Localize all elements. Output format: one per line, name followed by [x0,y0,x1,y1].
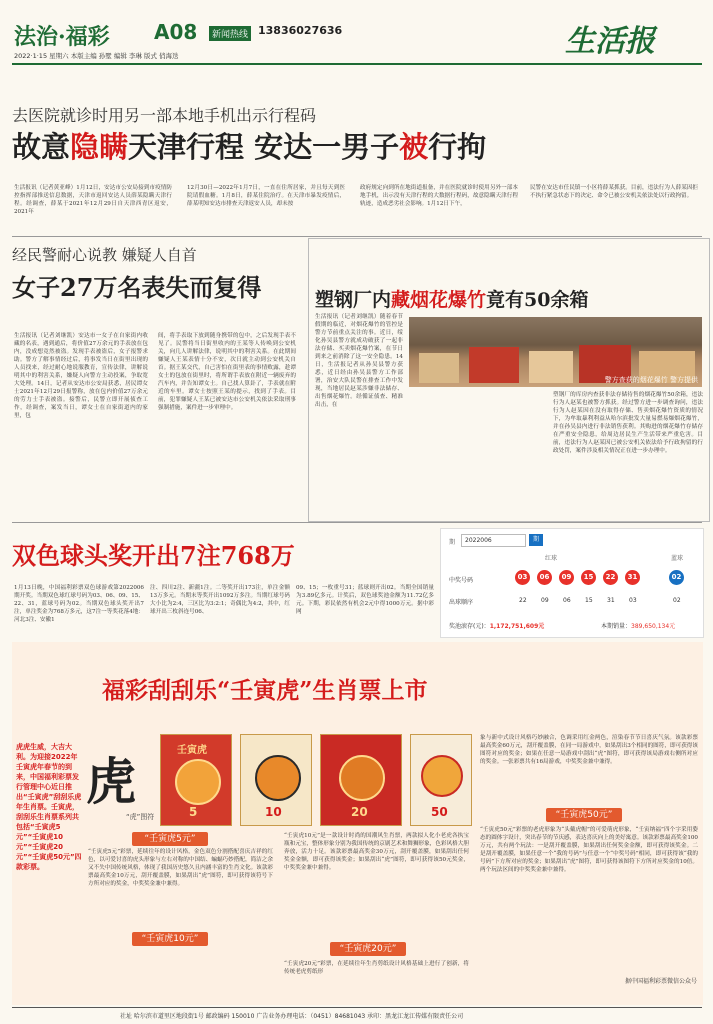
date-line: 2022·1·15 星期六 本版主编 孙墅 编辑 李琳 版式 俏海迭 [14,52,179,60]
newspaper-logo: 生活报 [565,24,655,59]
story2-column-2: 间，将手表取下放到随身携带的包中，之后发现手表不见了。民警将当日街里收内的王某等人传唤到公安机关，向几人讲解法律，说明其中的利害关系。在此期间嫌疑人王某表情十分不安，次日就主动到公安机关自首。据王某交代，自己害怕在街里表的事情败露，趁谭女士的包放在街里时，将所谓手表放在附近一辆废弃的汽车内，并告知谭女士。自己找人算卦了，手表就在附近的车里。谭女士按照王某的提示，找到了手表。目前，犯罪嫌疑人王某已被安达市公安机关依法采取刑事强制措施，案件进一步审理中。 [158,333,296,411]
footer-text: 社址 哈尔滨市道里区地段街1号 邮政编码 150010 广告业务办理电话：（0451）84681043 承印：黑龙江龙江传媒有限责任公司 [120,1013,464,1020]
red-ball-label: 红球 [545,555,558,562]
ticket-5yuan [160,734,232,826]
story-tianjin [0,80,713,235]
tag-5yuan: “壬寅虎5元” [132,832,208,846]
tiger-face-icon [255,755,301,801]
divider-1 [12,236,702,237]
red-ball-2: 06 [537,570,552,585]
order-num-7: 02 [673,597,681,604]
red-ball-6: 31 [625,570,640,585]
sales-row: 本期销量：389,650,134元 [601,623,676,630]
story-lottery [0,524,713,639]
tiger-text-20b: 象与新中式设计风格巧妙融合，色调采用红金两色，渲染春节节日喜庆气氛。该款彩票最高奖金60万元，刮开覆盖膜，在同一局游戏中，如果刮出3个相同的图符，即可获得该图符对应的奖金；如果在任意一局游戏中刮出“虎”图符，即可获得该局游戏右侧所对应的奖金。一张彩票共有16局游戏，中奖奖金兼中兼得。 [480,735,698,765]
page-number: A08 [154,20,198,44]
tiger-face-icon [339,755,385,801]
story3-column-1: 生活报讯（记者刘继凯）随着春节假期的临近，对烟花爆竹的管控是警方节前重点关注的事。近日，绥化孙吴县警方就成功破获了一起非法存储、买卖烟花爆竹案，在节日到来之前消除了这一安全隐患。14日，生活报记者从孙吴县警方获悉，近日经由孙吴县警方工作部署，治安大队民警在排查工作中发现，当地居民赵某涉嫌非法储存、出售烟花爆竹。经循证侦查、精准出击，在 [315,314,403,408]
red-ball-4: 15 [581,570,596,585]
tiger-headline: 福彩刮刮乐“壬寅虎”生肖票上市 [102,677,428,704]
pool-row: 奖池滚存(元)：1,172,751,609元 [449,623,545,630]
blue-ball: 02 [669,570,684,585]
lottery-column-3: 09、15；一枚重号31；蓝球则开出02。当期全国销量为3.89亿多元。计奖后，双色球奖池金额为11.72亿多元。下期，彩民依然有机会2元中得1000万元。据中彩网 [296,585,434,615]
order-num-2: 09 [541,597,549,604]
tag-50yuan: “壬寅虎50元” [546,808,622,822]
story2-kicker: 经民警耐心说教 嫌疑人自首 [12,246,197,264]
story1-column-2: 12月30日—2022年1月7日，一直在住所居家，并且每天到医院请假血糖。1月8日，薛某住院治疗。在天津市暴发疫情后，薛某明知安达市排查天津返安人员，却未按 [187,185,345,207]
story1-column-3: 政府规定向到所在地街道报备，并在医院就诊时使用另外一部本地手机，出示没有天津行程的大数据行程码，故意隐瞒天津行程轨迹，造成恶劣社会影响。1月12日下午， [360,185,518,207]
story1-kicker: 去医院就诊时用另一部本地手机出示行程码 [12,106,317,125]
ticket10-amount: 10 [265,805,282,819]
story-fireworks [308,238,710,522]
tiger-face-icon [175,759,221,805]
hotline-label: 新闻热线 [209,26,251,41]
footer-divider [12,1007,702,1008]
draw-label: 期 [449,539,456,546]
divider-2 [12,522,702,523]
story3-column-1b [409,391,547,518]
blue-ball-label: 蓝球 [671,555,684,562]
tag-10yuan: “壬寅虎10元” [132,932,208,946]
photo-caption: 警方查获的烟花爆竹 警方提供 [604,376,698,384]
lottery-result-panel [440,528,704,638]
order-num-1: 22 [519,597,527,604]
tiger-text-5: “壬寅虎5元”彩票，延续往年的设计风格，金色双色分割搭配喜庆吉祥的红色，以可爱讨喜的虎头形象与左右对称的中国结、蝙蝠巧妙搭配，简洁之余又不失中国传统风格，体现了我国历史悠久且内涵丰富的生肖文化。该款彩票最高奖金10万元，刮开覆盖膜，如果刮出“虎”图符，即可获得该符号下方所对应的奖金，中奖奖金兼中兼得。 [88,849,273,887]
tiger-text-10: “壬寅虎10元”是一款设计时尚的国潮风生肖票，两款拟人化小老虎各执宝瓶和元宝，整体形象分别为我国传统的京剧艺术和舞狮形象，色彩风格大胆奔放，活力十足。该款彩票最高奖金30万元，刮开覆盖膜，如果刮出任何奖金金额，即可获得该奖金；如果刮出“虎”图符，即可获得该50元奖金，中奖奖金兼中兼得。 [284,833,469,871]
ticket-50yuan [410,734,472,826]
ticket-10yuan [240,734,312,826]
red-ball-1: 03 [515,570,530,585]
lottery-column-1: 1月13日晚，中国福利彩票双色球游戏第2022006期开奖。当期双色球红球号码为03、06、09、15、22、31，蓝球号码为02。当期双色球头奖开出7注，单注奖金为768万多元，这7注一等奖花落4地：河北3注、安徽1 [14,585,144,623]
tiger-big-char-caption: “虎”图符 [126,813,155,821]
draw-button[interactable]: 期 [529,534,543,546]
order-num-4: 15 [585,597,593,604]
red-ball-3: 09 [559,570,574,585]
story-watch [0,238,305,520]
lottery-headline: 双色球头奖开出7注768万 [12,541,295,570]
story-tiger [12,642,703,1005]
tag-20yuan: “壬寅虎20元” [330,942,406,956]
ticket50-amount: 50 [431,805,448,819]
tiger-face-icon [421,755,463,797]
order-row-label: 出球顺序 [449,599,474,606]
fireworks-photo [409,317,702,387]
order-num-6: 03 [629,597,637,604]
order-num-5: 31 [607,597,615,604]
draw-select[interactable]: 2022006 [461,534,526,547]
story2-column-1: 生活报讯（记者刘继凯）安达市一女子在自家街内收藏的名表，遇到通后，将价值27万余元的手表放在包内，没成想竟然被盗。发现手表被盗后，女子报警求助。警方了解事情经过后，将事发当日在街里出现的人员找来，经过耐心地说服教育，宣传法律，讲解说明其中的利害关系，嫌疑人向警方主动投案，争取宽大处理。14日，记者从安达市公安局获悉，居民谭女士2021年12月29日报警称，放在包内价值27万余元的劳力士手表被盗。接警后，民警立即开展侦查工作，经调查，案发当日，谭女士在自家街道内的家里，包 [14,333,148,419]
story1-headline: 故意隐瞒天津行程 安达一男子被行拘 [12,130,487,164]
tiger-big-char: 虎 [86,752,136,811]
ticket20-amount: 20 [351,805,368,819]
story2-headline: 女子27万名表失而复得 [12,273,262,302]
tiger-sidebar: 虎虎生威，大吉大利。为迎接2022年壬寅虎年春节的到来，中国福利彩票发行管理中心近日推出“壬寅虎”刮刮乐虎年生肖票。壬寅虎，刮刮乐生肖票系列共包括“壬寅虎5元”“壬寅虎10元”“壬寅虎20元”“壬寅虎50元”四款彩票。 [16,743,82,871]
story3-column-2: 塑钢厂的库房内查获非法存储待售的烟花爆竹50余箱，违法行为人赵某也被警方抓获。经过警方进一步调查询问，违法行为人赵某因在没有取得存储、售卖烟花爆竹资质的情况下，为牟取暴利利益从哈尔滨批发大量易燃易爆烟花爆竹，并在孙吴县内进行非法销售获利。其购进的烟花爆竹存储存在严重安全隐患，给周边居民生产生活带来严重危害。目前，违法行为人赵某因已被公安机关依法给予行政拘留的行政处罚，案件涉及相关情况正在进一步办理中。 [553,392,703,454]
ticket5-amount: 5 [189,805,198,819]
winning-row-label: 中奖号码 [449,577,474,584]
tiger-source: 据中国福利彩票微信公众号 [624,978,697,985]
red-ball-5: 22 [603,570,618,585]
header-divider [12,63,702,65]
story1-column-4: 民警在安达市任民镇一小区将薛某抓获。目前，违法行为人薛某因拒不执行紧急状态下的决定、命令已被公安机关依法处以行政拘留。 [530,185,698,199]
story3-headline: 塑钢厂内藏烟花爆竹竟有50余箱 [315,289,589,311]
ticket-20yuan [320,734,402,826]
hotline-number: 13836027636 [258,24,343,37]
tiger-text-50: “壬寅虎50元”彩票的老虎形象为“头戴虎帽”的可爱萌虎形象，“壬寅纳福”四个字采用姿态的圆体字设计，突出春节的节庆感，表达喜庆向上的美好寓意。该款彩票最高奖金100万元，共有两个玩法：一是刮开覆盖膜，如果刮出任何奖金金额，即可获得该奖金。二是刮开覆盖膜，如果任意一个“我的号码”与任意一个“中奖号码”相同，即可获得该“我的号码”下方所对应的奖金；如果刮出“虎”图符，即可获得该图符下方所对应奖金的10倍。两个玩法区间的中奖奖金兼中兼得。 [480,827,698,873]
section-title: 法治·福彩 [14,24,110,50]
page-header [0,0,713,78]
order-num-3: 06 [563,597,571,604]
lottery-column-2: 注、四川2注、新疆1注。二等奖开出173注，单注金额13万多元。当期末等奖开出1092万多注。当期红球号码大小比为2:4，三区比为3:2:1；奇偶比为4:2，其中，红球开出三枚斜连号06、 [150,585,290,615]
story1-column-1: 生活报讯（记者黄亚峰）1月12日，安达市公安局接到市疫情防控指挥部推送信息数据，天津市返回安达人员薛某隐瞒天津行程。经调查，薛某于2021年12月29日自天津西青区返安，2021年 [14,185,172,215]
ticket5-title: 壬寅虎 [177,745,207,756]
tiger-text-20: “壬寅虎20元”彩票，在延续往年生肖剪纸设计风格基础上进行了创新，将传统老虎剪纸形 [284,961,469,975]
